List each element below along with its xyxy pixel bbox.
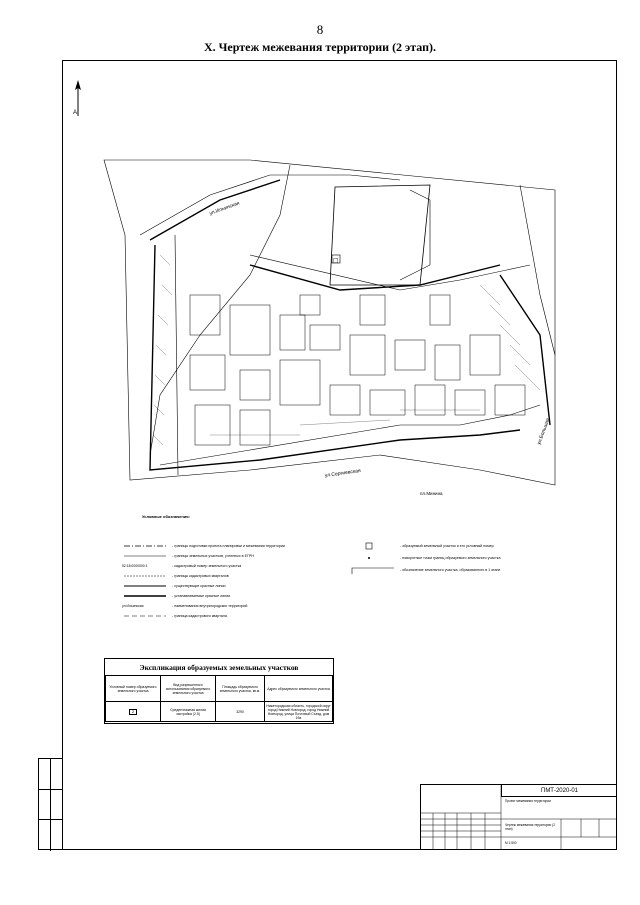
page-heading: X. Чертеж межевания территории (2 этап). <box>203 40 437 54</box>
page-number: 8 <box>316 22 324 37</box>
explication-header: Условный номер образуемого земельного участка <box>106 676 161 702</box>
legend-title: Условные обозначения: <box>142 514 190 519</box>
north-arrow-icon <box>70 78 86 118</box>
parcel-use: Среднеэтажная жилая застройка (2.5) <box>161 702 216 722</box>
legend-item: - поворотные точки границ образуемого земельного участка <box>350 554 550 562</box>
explication-header: Вид разрешенного использования образуемого земельного участка <box>161 676 216 702</box>
explication-title: Экспликация образуемых земельных участков <box>139 663 299 672</box>
drawing-sidebar <box>38 758 62 850</box>
title-block-line2: Чертеж межевания территории (2 этап) <box>505 823 555 831</box>
legend-item: - обозначение земельного участка, образованного в 1 этапе <box>350 566 550 574</box>
cadastral-map <box>100 155 560 495</box>
legend-item: ул.Ильинская - наименования внутригородских территорий <box>122 604 248 608</box>
parcel-address: Нижегородская область, городской округ город Нижний Новгород, город Нижний Новгород, улица Почтовый Съезд, дом 19а <box>266 703 331 720</box>
legend-item: - образуемый земельный участок и его условный номер <box>350 542 550 550</box>
map-parcel-marker: □ <box>333 257 339 264</box>
legend-item: - границы подготовки проекта планировки и межевания территории <box>172 544 285 548</box>
title-block-line1: Проект межевания территории <box>505 799 551 803</box>
svg-text:A: A <box>73 110 78 116</box>
table-row <box>106 702 333 722</box>
legend-item: - устанавливаемые красные линии <box>172 594 231 598</box>
title-block-scale: М 1:500 <box>505 841 517 845</box>
title-block <box>420 784 617 850</box>
legend-item: - границы земельных участков, учтенных в ЕГРН <box>172 554 254 558</box>
legend <box>122 510 552 620</box>
legend-item: 52:18:0000000:1 - кадастровый номер земельного участка <box>122 564 242 568</box>
legend-item: - границы кадастровых кварталов <box>172 574 229 578</box>
map-street-bottom-right: пл.Минина <box>420 491 443 495</box>
explication-header: Площадь образуемого земельного участка, кв.м. <box>216 676 265 702</box>
explication-table <box>104 658 334 724</box>
map-street-right: ул.Большая <box>536 417 552 446</box>
map-street-left: ул.Ильинская <box>208 200 241 217</box>
parcel-number: 2 <box>129 709 137 715</box>
explication-header: Адрес образуемого земельного участка <box>265 676 333 702</box>
legend-item: - существующие красные линии <box>172 584 226 588</box>
map-street-bottom: ул.Сергиевская <box>324 468 362 479</box>
parcel-area: 3290 <box>216 702 265 722</box>
legend-item: - граница кадастрового квартала <box>172 614 227 618</box>
title-block-code: ПМТ-2020-01 <box>501 785 617 797</box>
